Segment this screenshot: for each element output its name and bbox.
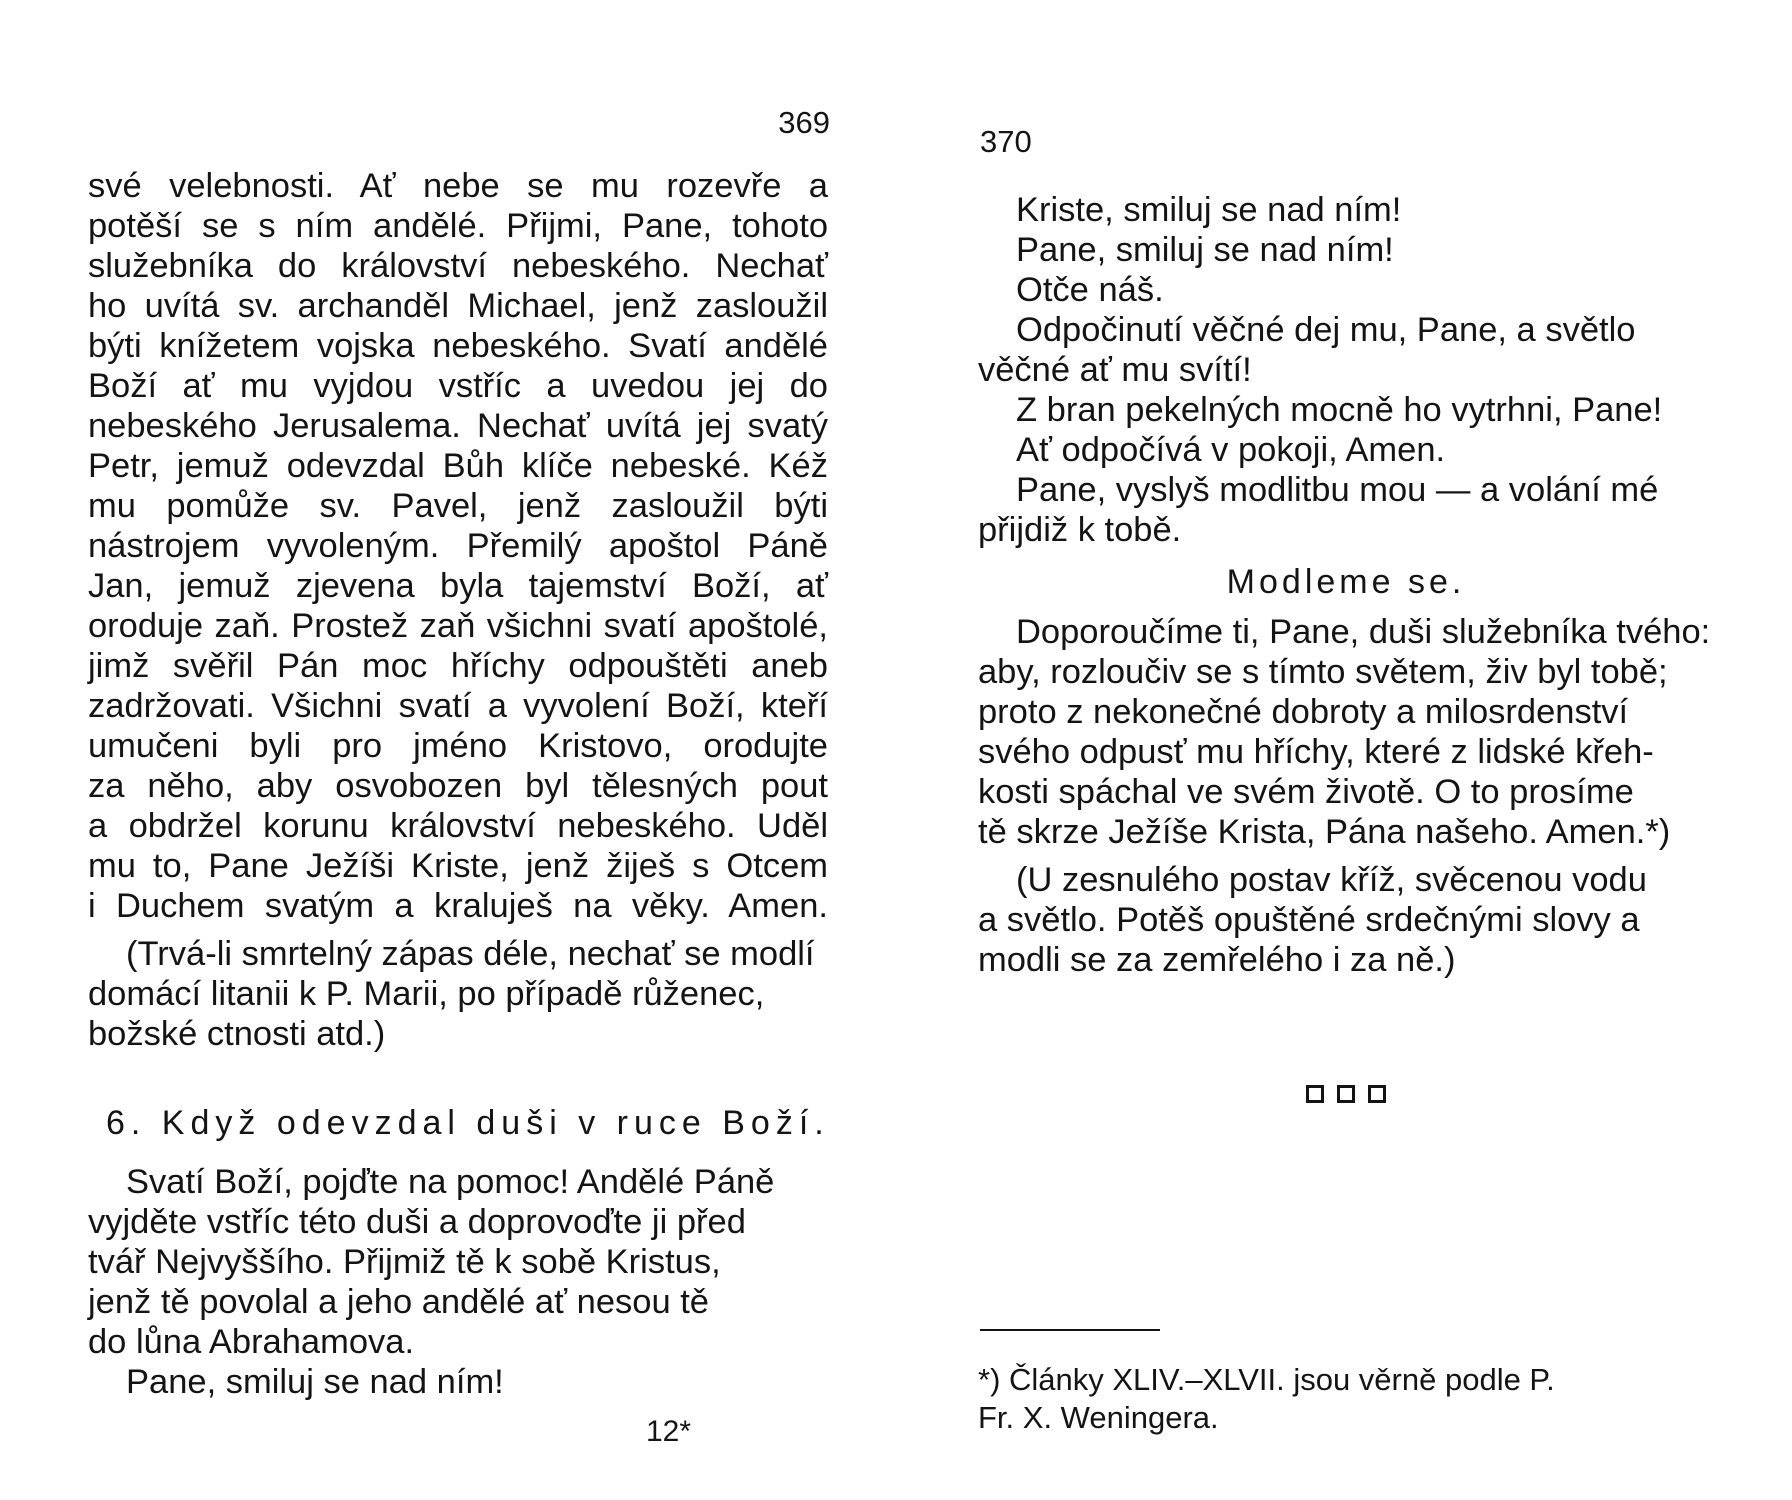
text-line: umučeni byli pro jméno Kristovo, orodujte — [88, 727, 828, 765]
response-line — [88, 1362, 828, 1402]
text-line: a obdržel korunu království nebeského. Uděl — [88, 807, 828, 845]
text-line: Otče náš. — [1016, 271, 1164, 309]
rubric-paragraph — [978, 860, 1714, 980]
text-line: mu to, Pane Ježíši Kriste, jenž žiješ s Otcem — [88, 847, 828, 885]
text-line: ho uvítá sv. archanděl Michael, jenž zasloužil — [88, 287, 828, 325]
response-line — [978, 230, 1714, 270]
text-line: mu pomůže sv. Pavel, jenž zasloužil býti — [88, 487, 828, 525]
paragraph — [88, 166, 828, 926]
square-icon — [1368, 1085, 1386, 1103]
section-heading: 6. Když odevzdal duši v ruce Boží. — [106, 1104, 830, 1142]
text-line: vyjděte vstříc této duši a doprovoďte ji před — [88, 1203, 746, 1241]
text-line: tvář Nejvyššího. Přijmiž tě k sobě Kristus, — [88, 1243, 721, 1281]
text-line: Z bran pekelných mocně ho vytrhni, Pane! — [1016, 391, 1663, 429]
text-line: oroduje zaň. Prostež zaň všichni svatí apoštolé, — [88, 607, 828, 645]
left-body-text — [88, 166, 828, 1054]
text-line: Svatí Boží, pojďte na pomoc! Andělé Páně — [126, 1163, 775, 1201]
text-line: své velebnosti. Ať nebe se mu rozevře a — [88, 167, 828, 205]
text-line: svého odpusť mu hříchy, které z lidské křeh- — [978, 733, 1654, 771]
text-line: Kriste, smiluj se nad ním! — [1016, 191, 1402, 229]
text-line: (Trvá-li smrtelný zápas déle, nechať se modlí — [126, 935, 815, 973]
text-line: nebeského Jerusalema. Nechať uvítá jej svatý — [88, 407, 828, 445]
paragraph — [978, 430, 1714, 470]
text-line: božské ctnosti atd.) — [88, 1015, 386, 1053]
text-line: jenž tě povolal a jeho andělé ať nesou tě — [88, 1283, 709, 1321]
text-line: modli se za zemřelého i za ně.) — [978, 941, 1456, 979]
text-line: jimž svěřil Pán moc hříchy odpouštěti aneb — [88, 647, 828, 685]
text-line: Pane, smiluj se nad ním! — [126, 1363, 504, 1401]
paragraph — [978, 390, 1714, 430]
text-line: služebníka do království nebeského. Nechať — [88, 247, 828, 285]
sheet-signature-mark: 12* — [646, 1415, 692, 1448]
page-number: 369 — [778, 105, 830, 140]
text-line: (U zesnulého postav kříž, svěcenou vodu — [1016, 861, 1647, 899]
text-line: a světlo. Potěš opuštěné srdečnými slovy a — [978, 901, 1640, 939]
text-line: i Duchem svatým a kraluješ na věky. Amen. — [88, 887, 828, 925]
text-line: aby, rozloučiv se s tímto světem, živ byl tobě; — [978, 653, 1668, 691]
text-line: Ať odpočívá v pokoji, Amen. — [1016, 431, 1446, 469]
footnote — [978, 1361, 1714, 1437]
paragraph — [978, 612, 1714, 852]
section-body-text — [88, 1162, 828, 1402]
text-line: Odpočinutí věčné dej mu, Pane, a světlo — [1016, 311, 1636, 349]
text-line: proto z nekonečné dobroty a milosrdenství — [978, 693, 1629, 731]
left-page — [88, 0, 828, 1500]
text-line: věčné ať mu svítí! — [978, 351, 1252, 389]
text-line: přijdiž k tobě. — [978, 511, 1182, 549]
end-ornament — [978, 1085, 1714, 1103]
footnote-line: *) Články XLIV.–XLVII. jsou věrně podle P. — [978, 1362, 1555, 1397]
text-line: Boží ať mu vyjdou vstříc a uvedou jej do — [88, 367, 828, 405]
text-line: nástrojem vyvoleným. Přemilý apoštol Páně — [88, 527, 828, 565]
page-number: 370 — [980, 124, 1032, 159]
text-line: do lůna Abrahamova. — [88, 1323, 415, 1361]
paragraph — [88, 1162, 828, 1362]
text-line: zadržovati. Všichni svatí a vyvolení Boží, kteří — [88, 687, 828, 725]
footnote-line: Fr. X. Weningera. — [978, 1400, 1219, 1435]
rubric-paragraph — [88, 934, 828, 1054]
footnote-rule — [980, 1329, 1160, 1331]
text-line: tě skrze Ježíše Krista, Pána našeho. Amen.*) — [978, 813, 1671, 851]
text-line: domácí litanii k P. Marii, po případě růženec, — [88, 975, 765, 1013]
text-line: kosti spáchal ve svém životě. O to prosíme — [978, 773, 1634, 811]
text-line: Jan, jemuž zjevena byla tajemství Boží, ať — [88, 567, 828, 605]
response-line — [978, 190, 1714, 230]
paragraph — [978, 310, 1714, 390]
response-line — [978, 270, 1714, 310]
right-body-text — [978, 190, 1714, 980]
prayer-heading: Modleme se. — [1226, 563, 1466, 601]
text-line: býti knížetem vojska nebeského. Svatí andělé — [88, 327, 828, 365]
right-page — [978, 0, 1714, 1500]
paragraph — [978, 470, 1714, 550]
text-line: Doporoučíme ti, Pane, duši služebníka tvého: — [1016, 613, 1711, 651]
text-line: Pane, smiluj se nad ním! — [1016, 231, 1394, 269]
text-line: za něho, aby osvobozen byl tělesných pout — [88, 767, 828, 805]
text-line: Petr, jemuž odevzdal Bůh klíče nebeské. Kéž — [88, 447, 828, 485]
square-icon — [1337, 1085, 1355, 1103]
text-line: potěší se s ním andělé. Přijmi, Pane, tohoto — [88, 207, 828, 245]
text-line: Pane, vyslyš modlitbu mou — a volání mé — [1016, 471, 1659, 509]
square-icon — [1306, 1085, 1324, 1103]
